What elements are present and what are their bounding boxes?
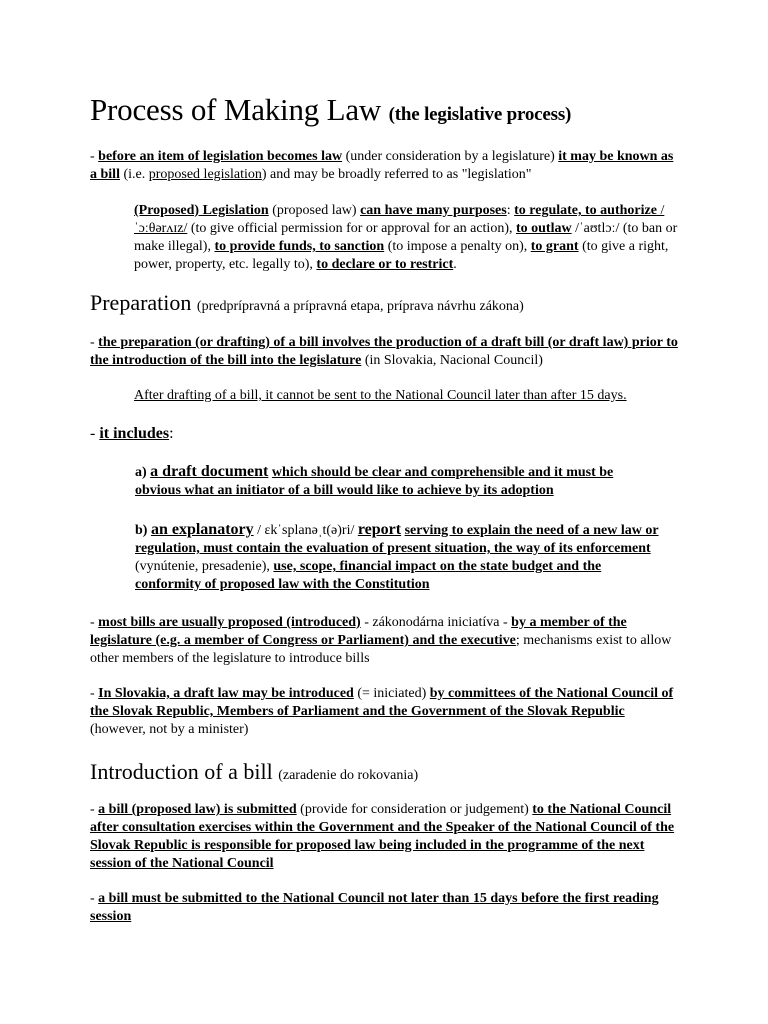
list-item-explanatory-report: b) an explanatory / ɛkˈsplanəˌt(ə)ri/ report serving to explain the need of a new law or regulation, must contain the evaluation of present situation, the way of its enforcement (vynútenie, presadenie), use, scope, financial impact on the state budget and the conformity of proposed law with the Constitution — [135, 521, 659, 592]
paragraph-it-includes: - it includes: — [90, 425, 174, 442]
paragraph-bill-proposers: - most bills are usually proposed (introduced) - zákonodárna iniciatíva - by a member of the legislature (e.g. a member of Congress or Parliament) and the executive; mechanisms exist to allow other members of the legislature to introduce bills — [90, 615, 672, 666]
heading-preparation: Preparation (predprípravná a prípravná etapa, príprava návrhu zákona) — [90, 290, 524, 315]
paragraph-drafting-deadline: After drafting of a bill, it cannot be sent to the National Council later than after 15 days. — [134, 388, 627, 403]
heading-introduction-of-a-bill: Introduction of a bill (zaradenie do rokovania) — [90, 759, 419, 784]
page-title — [90, 92, 571, 128]
paragraph-bill-submission: - a bill (proposed law) is submitted (provide for consideration or judgement) to the National Council after consultation exercises within the Government and the Speaker of the National Council of the Slovak Republic is responsible for proposed law being included in the programme of the next session of the National Council — [90, 802, 675, 871]
paragraph-bill-definition: - before an item of legislation becomes law (under consideration by a legislature) it may be known as a bill (i.e. proposed legislation) and may be broadly referred to as "legislation" — [90, 149, 674, 182]
title-main: Process of Making Law — [90, 92, 382, 127]
bill-definition-key: before an item of legislation becomes law — [98, 149, 343, 164]
paragraph-preparation: - the preparation (or drafting) of a bill involves the production of a draft bill (or draft law) prior to the introduction of the bill into the legislature (in Slovakia, Nacional Council) — [90, 335, 678, 368]
paragraph-submission-deadline: - a bill must be submitted to the National Council not later than 15 days before the first reading session — [90, 891, 659, 924]
paragraph-slovakia-proposers: - In Slovakia, a draft law may be introduced (= iniciated) by committees of the National Council of the Slovak Republic, Members of Parliament and the Government of the Slovak Republic (however, not by a minister) — [90, 686, 674, 737]
paragraph-legislation-purposes: (Proposed) Legislation (proposed law) can have many purposes: to regulate, to authorize /ˈɔːθərʌɪz/ (to give official permission for or approval for an action), to outlaw /ˈaʊtlɔː/ (to ban or make illegal), to provide funds, to sanction (to impose a penalty on), to grant (to give a right, power, property, etc. legally to), to declare or to restrict. — [134, 203, 678, 272]
list-item-draft-document: a) a draft document which should be clear and comprehensible and it must be obvious what an initiator of a bill would like to achieve by its adoption — [135, 463, 614, 498]
title-subtitle: (the legislative process) — [388, 104, 572, 125]
